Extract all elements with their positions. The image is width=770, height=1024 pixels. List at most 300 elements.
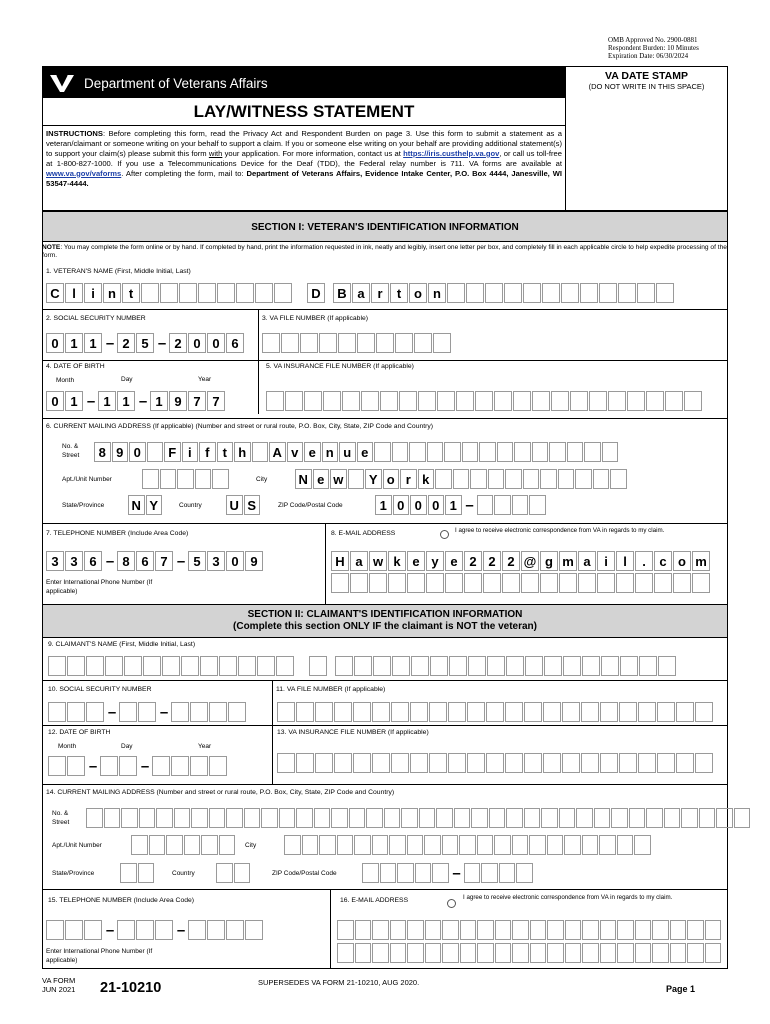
char-box[interactable] <box>695 753 713 773</box>
char-box[interactable]: e <box>304 442 321 462</box>
char-box[interactable] <box>646 391 664 411</box>
char-box[interactable] <box>447 283 465 303</box>
char-box[interactable] <box>617 920 634 940</box>
char-box[interactable]: 7 <box>207 391 225 411</box>
char-box[interactable] <box>481 863 498 883</box>
char-box[interactable] <box>372 920 389 940</box>
char-box[interactable]: 6 <box>84 551 102 571</box>
char-box[interactable] <box>504 283 522 303</box>
char-box[interactable]: 2 <box>117 333 135 353</box>
char-box[interactable]: 1 <box>84 333 102 353</box>
char-box[interactable] <box>141 283 159 303</box>
char-box[interactable] <box>582 835 599 855</box>
char-box[interactable]: i <box>84 283 102 303</box>
char-box[interactable]: n <box>322 442 339 462</box>
char-box[interactable]: r <box>371 283 389 303</box>
char-box[interactable] <box>226 808 243 828</box>
char-box[interactable] <box>348 469 365 489</box>
char-box[interactable] <box>505 702 523 722</box>
char-box[interactable] <box>530 920 547 940</box>
vaforms-link[interactable]: www.va.gov/vaforms <box>46 168 122 178</box>
veteran-dob[interactable] <box>46 391 226 411</box>
char-box[interactable] <box>433 333 451 353</box>
char-box[interactable] <box>48 756 66 776</box>
char-box[interactable] <box>296 808 313 828</box>
char-box[interactable] <box>198 283 216 303</box>
char-box[interactable] <box>350 573 368 593</box>
char-box[interactable]: c <box>654 551 672 571</box>
char-box[interactable] <box>442 835 459 855</box>
char-box[interactable]: a <box>350 551 368 571</box>
veteran-ssn[interactable] <box>46 333 245 353</box>
char-box[interactable] <box>578 573 596 593</box>
char-box[interactable]: t <box>122 283 140 303</box>
char-box[interactable] <box>658 656 676 676</box>
char-box[interactable]: 1 <box>98 391 116 411</box>
char-box[interactable] <box>513 391 531 411</box>
veteran-email[interactable] <box>331 551 711 571</box>
char-box[interactable] <box>338 333 356 353</box>
char-box[interactable] <box>525 656 543 676</box>
char-box[interactable]: k <box>418 469 435 489</box>
char-box[interactable] <box>670 920 687 940</box>
char-box[interactable] <box>372 753 390 773</box>
char-box[interactable] <box>131 835 148 855</box>
char-box[interactable] <box>304 391 322 411</box>
char-box[interactable] <box>467 702 485 722</box>
char-box[interactable] <box>119 702 137 722</box>
char-box[interactable] <box>593 469 610 489</box>
char-box[interactable] <box>296 702 314 722</box>
char-box[interactable] <box>207 920 225 940</box>
char-box[interactable]: 1 <box>117 391 135 411</box>
char-box[interactable] <box>477 943 494 963</box>
char-box[interactable] <box>86 808 103 828</box>
char-box[interactable] <box>277 702 295 722</box>
char-box[interactable] <box>524 808 541 828</box>
char-box[interactable]: @ <box>521 551 539 571</box>
char-box[interactable]: l <box>65 283 83 303</box>
char-box[interactable] <box>138 863 155 883</box>
char-box[interactable] <box>448 702 466 722</box>
char-box[interactable] <box>407 573 425 593</box>
char-box[interactable]: A <box>269 442 286 462</box>
char-box[interactable]: 8 <box>117 551 135 571</box>
char-box[interactable]: 1 <box>65 391 83 411</box>
char-box[interactable] <box>309 656 327 676</box>
char-box[interactable] <box>190 702 208 722</box>
char-box[interactable] <box>407 943 424 963</box>
char-box[interactable]: m <box>559 551 577 571</box>
veteran-state[interactable] <box>128 495 163 515</box>
char-box[interactable] <box>296 753 314 773</box>
char-box[interactable] <box>705 943 722 963</box>
char-box[interactable] <box>337 920 354 940</box>
char-box[interactable] <box>551 391 569 411</box>
char-box[interactable] <box>314 808 331 828</box>
char-box[interactable] <box>477 920 494 940</box>
char-box[interactable] <box>558 469 575 489</box>
char-box[interactable] <box>244 808 261 828</box>
char-box[interactable] <box>67 656 85 676</box>
veteran-insurance-number[interactable] <box>266 391 703 411</box>
char-box[interactable] <box>544 656 562 676</box>
char-box[interactable] <box>407 835 424 855</box>
char-box[interactable] <box>734 808 751 828</box>
char-box[interactable] <box>388 573 406 593</box>
char-box[interactable] <box>540 469 557 489</box>
char-box[interactable]: S <box>244 495 261 515</box>
char-box[interactable]: . <box>635 551 653 571</box>
char-box[interactable] <box>664 808 681 828</box>
char-box[interactable] <box>565 943 582 963</box>
char-box[interactable] <box>219 835 236 855</box>
char-box[interactable] <box>219 656 237 676</box>
char-box[interactable] <box>191 808 208 828</box>
char-box[interactable] <box>281 333 299 353</box>
char-box[interactable] <box>429 702 447 722</box>
char-box[interactable] <box>245 920 263 940</box>
char-box[interactable] <box>638 753 656 773</box>
char-box[interactable] <box>86 702 104 722</box>
char-box[interactable] <box>460 943 477 963</box>
char-box[interactable] <box>505 753 523 773</box>
char-box[interactable] <box>354 835 371 855</box>
claimant-first-name[interactable] <box>48 656 295 676</box>
char-box[interactable] <box>414 333 432 353</box>
char-box[interactable] <box>635 943 652 963</box>
char-box[interactable]: N <box>295 469 312 489</box>
char-box[interactable] <box>373 656 391 676</box>
char-box[interactable] <box>276 656 294 676</box>
char-box[interactable]: i <box>182 442 199 462</box>
char-box[interactable] <box>692 573 710 593</box>
char-box[interactable] <box>432 863 449 883</box>
char-box[interactable] <box>619 753 637 773</box>
char-box[interactable] <box>285 391 303 411</box>
char-box[interactable]: 0 <box>129 442 146 462</box>
char-box[interactable]: 0 <box>428 495 445 515</box>
char-box[interactable] <box>597 573 615 593</box>
char-box[interactable] <box>638 702 656 722</box>
char-box[interactable] <box>392 442 409 462</box>
char-box[interactable] <box>695 702 713 722</box>
claimant-dob[interactable] <box>48 756 228 776</box>
char-box[interactable] <box>635 920 652 940</box>
char-box[interactable] <box>119 756 137 776</box>
char-box[interactable] <box>494 495 511 515</box>
char-box[interactable] <box>369 573 387 593</box>
char-box[interactable]: 0 <box>410 495 427 515</box>
char-box[interactable] <box>390 943 407 963</box>
char-box[interactable] <box>384 808 401 828</box>
char-box[interactable] <box>411 656 429 676</box>
char-box[interactable]: 6 <box>136 551 154 571</box>
char-box[interactable] <box>415 863 432 883</box>
char-box[interactable] <box>646 808 663 828</box>
char-box[interactable] <box>429 753 447 773</box>
char-box[interactable]: o <box>383 469 400 489</box>
char-box[interactable] <box>217 283 235 303</box>
char-box[interactable] <box>437 391 455 411</box>
char-box[interactable] <box>495 943 512 963</box>
char-box[interactable] <box>467 753 485 773</box>
char-box[interactable] <box>453 469 470 489</box>
char-box[interactable] <box>562 753 580 773</box>
char-box[interactable] <box>529 835 546 855</box>
char-box[interactable] <box>444 442 461 462</box>
char-box[interactable] <box>160 283 178 303</box>
char-box[interactable]: U <box>226 495 243 515</box>
char-box[interactable] <box>142 469 159 489</box>
claimant-street[interactable] <box>86 808 751 828</box>
char-box[interactable] <box>284 835 301 855</box>
veteran-middle-initial[interactable] <box>307 283 326 303</box>
char-box[interactable] <box>521 573 539 593</box>
char-box[interactable] <box>380 391 398 411</box>
char-box[interactable] <box>599 835 616 855</box>
claimant-city[interactable] <box>284 835 652 855</box>
veteran-country[interactable] <box>226 495 261 515</box>
char-box[interactable]: 3 <box>207 551 225 571</box>
char-box[interactable] <box>445 573 463 593</box>
char-box[interactable] <box>488 469 505 489</box>
char-box[interactable]: r <box>400 469 417 489</box>
char-box[interactable] <box>475 391 493 411</box>
char-box[interactable] <box>600 702 618 722</box>
char-box[interactable] <box>391 702 409 722</box>
char-box[interactable] <box>716 808 733 828</box>
char-box[interactable] <box>594 808 611 828</box>
char-box[interactable] <box>687 920 704 940</box>
char-box[interactable] <box>209 756 227 776</box>
char-box[interactable] <box>302 835 319 855</box>
char-box[interactable]: e <box>407 551 425 571</box>
help-link[interactable]: https://iris.custhelp.va.gov <box>403 148 500 158</box>
char-box[interactable] <box>512 943 529 963</box>
char-box[interactable] <box>486 753 504 773</box>
char-box[interactable] <box>617 943 634 963</box>
char-box[interactable] <box>460 920 477 940</box>
char-box[interactable] <box>502 573 520 593</box>
char-box[interactable] <box>342 391 360 411</box>
char-box[interactable]: Y <box>146 495 163 515</box>
char-box[interactable] <box>331 808 348 828</box>
char-box[interactable] <box>277 753 295 773</box>
char-box[interactable] <box>575 469 592 489</box>
char-box[interactable] <box>372 835 389 855</box>
char-box[interactable] <box>392 656 410 676</box>
char-box[interactable] <box>401 808 418 828</box>
char-box[interactable]: 3 <box>65 551 83 571</box>
char-box[interactable] <box>559 808 576 828</box>
char-box[interactable]: D <box>307 283 325 303</box>
char-box[interactable] <box>468 656 486 676</box>
char-box[interactable] <box>442 943 459 963</box>
veteran-last-name[interactable] <box>333 283 675 303</box>
char-box[interactable] <box>177 469 194 489</box>
claimant-email-continued[interactable] <box>337 943 722 963</box>
char-box[interactable] <box>530 943 547 963</box>
char-box[interactable] <box>171 756 189 776</box>
char-box[interactable] <box>485 283 503 303</box>
char-box[interactable] <box>261 808 278 828</box>
char-box[interactable] <box>576 808 593 828</box>
char-box[interactable] <box>629 808 646 828</box>
char-box[interactable] <box>524 702 542 722</box>
char-box[interactable]: 9 <box>112 442 129 462</box>
char-box[interactable] <box>425 943 442 963</box>
char-box[interactable] <box>542 283 560 303</box>
char-box[interactable] <box>454 808 471 828</box>
char-box[interactable] <box>639 656 657 676</box>
veteran-city[interactable] <box>295 469 628 489</box>
char-box[interactable] <box>523 469 540 489</box>
char-box[interactable] <box>580 283 598 303</box>
char-box[interactable] <box>516 863 533 883</box>
char-box[interactable] <box>355 920 372 940</box>
char-box[interactable]: t <box>390 283 408 303</box>
char-box[interactable]: n <box>103 283 121 303</box>
char-box[interactable]: F <box>164 442 181 462</box>
char-box[interactable] <box>362 863 379 883</box>
char-box[interactable]: B <box>333 283 351 303</box>
char-box[interactable] <box>514 442 531 462</box>
char-box[interactable] <box>174 808 191 828</box>
char-box[interactable] <box>162 656 180 676</box>
char-box[interactable] <box>390 920 407 940</box>
char-box[interactable] <box>529 495 546 515</box>
claimant-email[interactable] <box>337 920 722 940</box>
char-box[interactable] <box>156 808 173 828</box>
char-box[interactable] <box>494 835 511 855</box>
char-box[interactable]: 0 <box>188 333 206 353</box>
char-box[interactable] <box>410 753 428 773</box>
char-box[interactable] <box>410 702 428 722</box>
char-box[interactable] <box>389 835 406 855</box>
char-box[interactable] <box>634 835 651 855</box>
char-box[interactable] <box>138 702 156 722</box>
char-box[interactable]: 0 <box>46 333 64 353</box>
char-box[interactable] <box>155 920 173 940</box>
char-box[interactable] <box>705 920 722 940</box>
claimant-last-name[interactable] <box>335 656 677 676</box>
veteran-zip[interactable] <box>375 495 547 515</box>
char-box[interactable] <box>234 863 251 883</box>
char-box[interactable] <box>179 283 197 303</box>
char-box[interactable] <box>152 756 170 776</box>
char-box[interactable] <box>506 656 524 676</box>
char-box[interactable] <box>532 442 549 462</box>
char-box[interactable] <box>570 391 588 411</box>
char-box[interactable] <box>372 702 390 722</box>
char-box[interactable] <box>121 808 138 828</box>
char-box[interactable] <box>512 835 529 855</box>
char-box[interactable] <box>190 756 208 776</box>
char-box[interactable] <box>543 702 561 722</box>
char-box[interactable] <box>331 573 349 593</box>
char-box[interactable]: h <box>234 442 251 462</box>
char-box[interactable] <box>442 920 459 940</box>
char-box[interactable] <box>619 702 637 722</box>
char-box[interactable] <box>656 283 674 303</box>
char-box[interactable] <box>426 573 444 593</box>
char-box[interactable] <box>618 283 636 303</box>
char-box[interactable] <box>319 835 336 855</box>
char-box[interactable] <box>617 835 634 855</box>
char-box[interactable] <box>315 753 333 773</box>
char-box[interactable] <box>652 920 669 940</box>
char-box[interactable] <box>279 808 296 828</box>
claimant-email-consent-radio[interactable] <box>447 899 456 908</box>
char-box[interactable] <box>353 702 371 722</box>
char-box[interactable] <box>532 391 550 411</box>
char-box[interactable] <box>160 469 177 489</box>
char-box[interactable] <box>611 808 628 828</box>
char-box[interactable] <box>471 808 488 828</box>
char-box[interactable] <box>337 835 354 855</box>
char-box[interactable]: 0 <box>393 495 410 515</box>
char-box[interactable]: e <box>313 469 330 489</box>
char-box[interactable] <box>620 656 638 676</box>
char-box[interactable]: 2 <box>169 333 187 353</box>
char-box[interactable] <box>425 920 442 940</box>
char-box[interactable] <box>489 808 506 828</box>
char-box[interactable]: e <box>357 442 374 462</box>
claimant-phone[interactable] <box>46 920 264 940</box>
char-box[interactable]: y <box>426 551 444 571</box>
char-box[interactable] <box>627 391 645 411</box>
char-box[interactable] <box>48 702 66 722</box>
char-box[interactable] <box>681 808 698 828</box>
char-box[interactable]: 1 <box>150 391 168 411</box>
char-box[interactable] <box>255 283 273 303</box>
char-box[interactable] <box>409 442 426 462</box>
char-box[interactable] <box>665 391 683 411</box>
char-box[interactable] <box>407 920 424 940</box>
char-box[interactable] <box>84 920 102 940</box>
char-box[interactable] <box>483 573 501 593</box>
char-box[interactable] <box>337 943 354 963</box>
veteran-email-continued[interactable] <box>331 573 711 593</box>
char-box[interactable]: 5 <box>188 551 206 571</box>
char-box[interactable] <box>562 702 580 722</box>
char-box[interactable] <box>549 442 566 462</box>
char-box[interactable] <box>201 835 218 855</box>
email-consent-radio[interactable] <box>440 530 449 539</box>
char-box[interactable] <box>448 753 466 773</box>
char-box[interactable]: 7 <box>188 391 206 411</box>
char-box[interactable]: Y <box>365 469 382 489</box>
char-box[interactable]: o <box>673 551 691 571</box>
char-box[interactable]: 9 <box>245 551 263 571</box>
char-box[interactable] <box>561 283 579 303</box>
char-box[interactable] <box>380 863 397 883</box>
char-box[interactable] <box>335 656 353 676</box>
char-box[interactable]: u <box>339 442 356 462</box>
char-box[interactable] <box>676 753 694 773</box>
char-box[interactable]: 2 <box>483 551 501 571</box>
char-box[interactable] <box>357 333 375 353</box>
char-box[interactable] <box>699 808 716 828</box>
char-box[interactable]: 9 <box>169 391 187 411</box>
char-box[interactable] <box>257 656 275 676</box>
char-box[interactable] <box>120 863 137 883</box>
veteran-street[interactable] <box>94 442 619 462</box>
claimant-country[interactable] <box>216 863 251 883</box>
char-box[interactable] <box>635 573 653 593</box>
char-box[interactable] <box>274 283 292 303</box>
